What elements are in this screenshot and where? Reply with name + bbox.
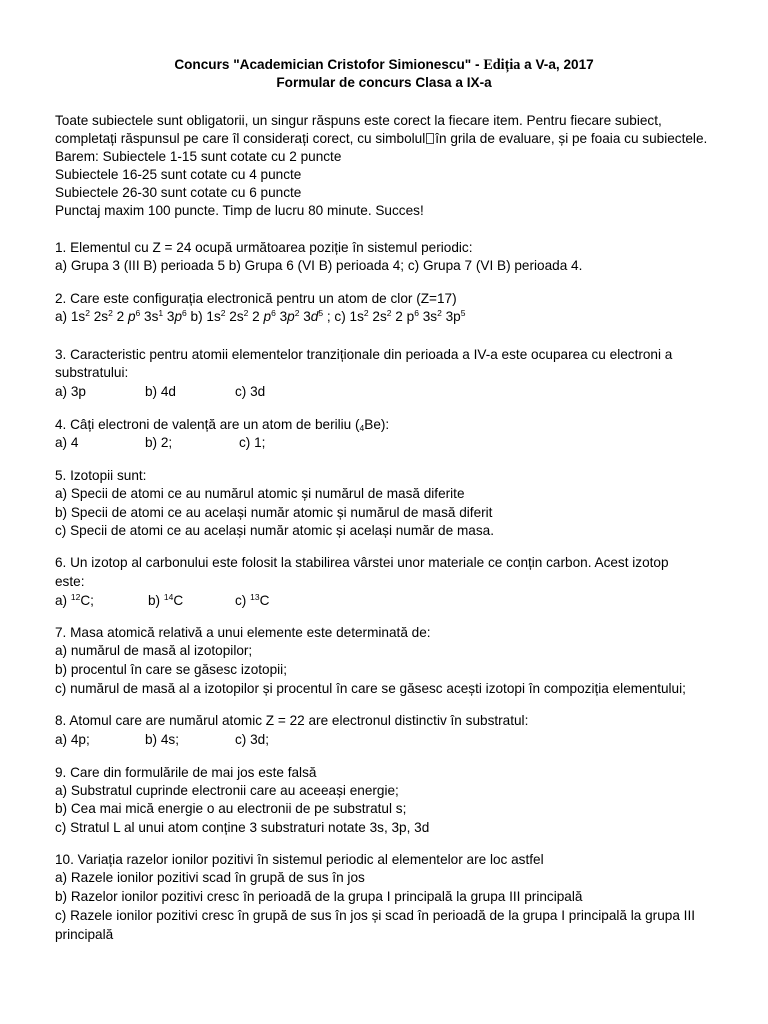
title-main: Concurs "Academician Cristofor Simionescu" - (174, 57, 484, 72)
question-5: 5. Izotopii sunt: (55, 468, 147, 483)
option-b: b) 2; (145, 435, 173, 450)
option-b: b) 4d (145, 384, 176, 399)
element-symbol: C; (80, 593, 94, 608)
form-subtitle: Formular de concurs Clasa a IX-a (276, 75, 492, 90)
atomic-number-subscript: 4 (359, 423, 365, 433)
question-7-option-c: c) numărul de masă al a izotopilor și procentul în care se găsesc acești izotopi în compoziția elementului; (55, 681, 686, 696)
title-edition: Ediția (483, 57, 521, 73)
mass-number: 12 (70, 592, 81, 602)
answer-symbol-box-icon (426, 133, 434, 144)
question-2-options: a) $1s^2$ $2s^2$ 2 $p^6$ $3s^1$ $3p^6$ b) $1s^2$ $2s^2$ 2 $p^6$ $3p^2$ $3d^5$ ; c) $1s^2$ $2s^2$ 2 $p^6$ $3s^2$ $3p^5$ (55, 308, 466, 324)
option-b: b) $^{14}$C (148, 592, 184, 608)
question-3-line-1: 3. Caracteristic pentru atomii elementelor tranziționale din perioada a IV-a este ocuparea cu electroni a (55, 347, 673, 362)
intro-line-2 (55, 130, 707, 148)
option-c: c) 3d; (235, 732, 269, 747)
title-edition-end: a V-a, 2017 (520, 57, 594, 72)
question-10: 10. Variația razelor ionilor pozitivi în sistemul periodic al elementelor are loc astfel (55, 852, 544, 867)
element-symbol: C (259, 593, 270, 608)
element-symbol: C (173, 593, 184, 608)
option-c: c) 3d (235, 384, 266, 399)
question-9-option-a: a) Substratul cuprinde electronii care au aceeași energie; (55, 783, 399, 798)
option-a: a) 3p (55, 384, 86, 399)
question-5-option-a: a) Specii de atomi ce au numărul atomic și numărul de masă diferite (55, 486, 465, 501)
option-a: a) 4p; (55, 732, 90, 747)
question-10-option-c-line-2: principală (55, 927, 114, 942)
question-8: 8. Atomul care are numărul atomic Z = 22 are electronul distinctiv în substratul: (55, 713, 529, 728)
question-9-option-c: c) Stratul L al unui atom conține 3 substraturi notate 3s, 3p, 3d (55, 820, 430, 835)
mass-number: 14 (163, 592, 174, 602)
question-1: 1. Elementul cu Z = 24 ocupă următoarea poziție în sistemul periodic: (55, 240, 473, 255)
barem-line-4: Punctaj maxim 100 puncte. Timp de lucru 80 minute. Succes! (55, 203, 424, 218)
mass-number: 13 (250, 592, 260, 602)
question-10-option-a: a) Razele ionilor pozitivi scad în grupă de sus în jos (55, 870, 365, 885)
question-4-text-end: Be): (364, 417, 390, 432)
question-5-option-c: c) Specii de atomi ce au același număr atomic și același număr de masa. (55, 523, 494, 538)
question-6-line-1: 6. Un izotop al carbonului este folosit la stabilirea vârstei unor materiale ce conțin carbon. Acest izotop (55, 555, 669, 570)
question-7-option-b: b) procentul în care se găsesc izotopii; (55, 662, 287, 677)
question-10-option-c-line-1: c) Razele ionilor pozitivi cresc în grupă de sus în jos și scad în perioadă de la grupa I principală la grupa III (55, 908, 696, 923)
question-7-option-a: a) numărul de masă al izotopilor; (55, 643, 253, 658)
question-5-option-b: b) Specii de atomi ce au același număr atomic și numărul de masă diferit (55, 505, 493, 520)
question-4 (55, 416, 389, 434)
question-1-options: a) Grupa 3 (III B) perioada 5 b) Grupa 6 (VI B) perioada 4; c) Grupa 7 (VI B) perioada 4. (55, 258, 583, 273)
contest-title (0, 57, 768, 74)
barem-line-1: Barem: Subiectele 1-15 sunt cotate cu 2 puncte (55, 149, 342, 164)
intro-line-2-part-b: în grila de evaluare, și pe foaia cu subiectele. (435, 131, 708, 146)
question-6-line-2: este: (55, 574, 85, 589)
intro-line-2-part-a: completați răspunsul pe care îl considerați corect, cu simbolul (55, 131, 426, 146)
question-2: 2. Care este configurația electronică pentru un atom de clor (Z=17) (55, 291, 457, 306)
question-3-line-2: substratului: (55, 365, 129, 380)
option-a: a) $^{12}$C; (55, 592, 94, 608)
option-b: b) 4s; (145, 732, 179, 747)
option-c: c) 1; (239, 435, 266, 450)
option-c: c) $^{13}$C (235, 592, 270, 608)
question-4-text: 4. Câți electroni de valență are un atom de beriliu ( (55, 417, 360, 432)
barem-line-2: Subiectele 16-25 sunt cotate cu 4 puncte (55, 167, 302, 182)
question-9: 9. Care din formulările de mai jos este falsă (55, 765, 317, 780)
question-7: 7. Masa atomică relativă a unui elemente este determinată de: (55, 625, 431, 640)
option-a: a) 4 (55, 435, 79, 450)
question-10-option-b: b) Razelor ionilor pozitivi cresc în perioadă de la grupa I principală la grupa III principală (55, 889, 583, 904)
question-9-option-b: b) Cea mai mică energie o au electronii de pe substratul s; (55, 801, 407, 816)
barem-line-3: Subiectele 26-30 sunt cotate cu 6 puncte (55, 185, 302, 200)
intro-line-1: Toate subiectele sunt obligatorii, un singur răspuns este corect la fiecare item. Pentru fiecare subiect, (55, 113, 662, 128)
